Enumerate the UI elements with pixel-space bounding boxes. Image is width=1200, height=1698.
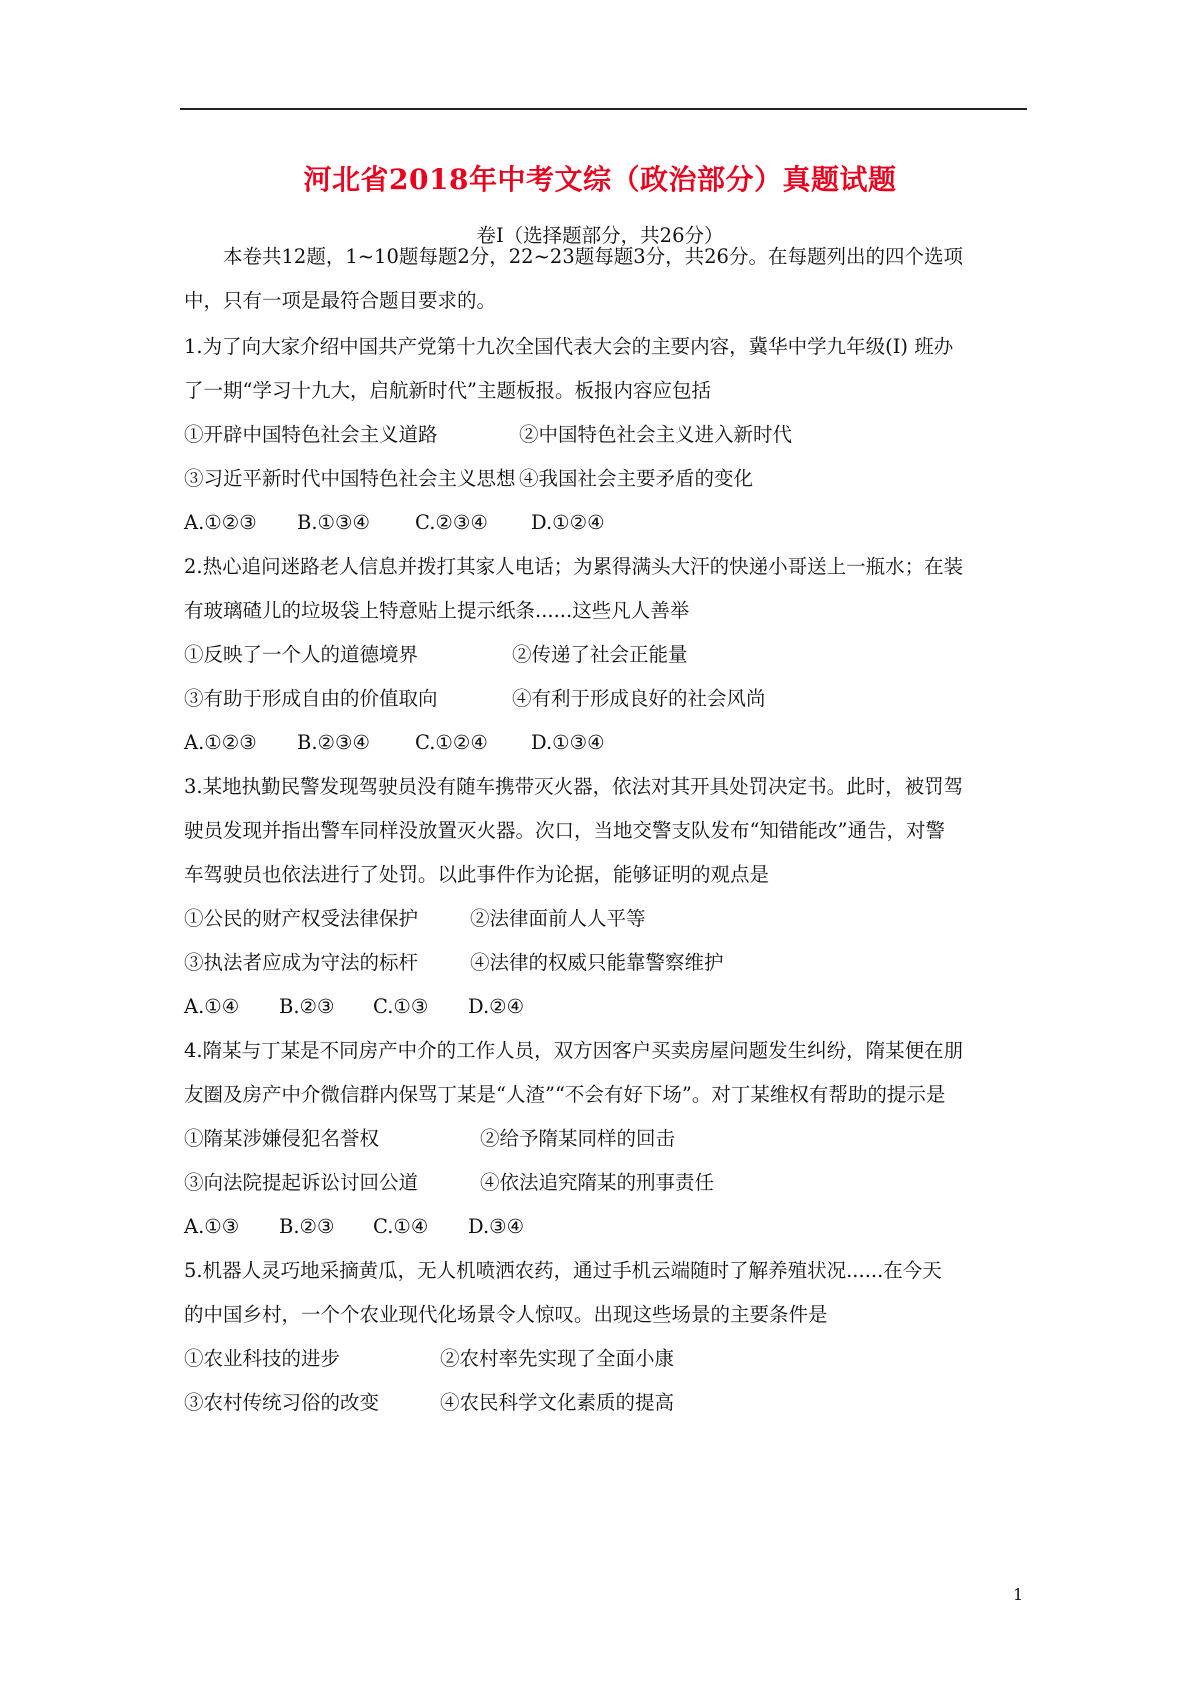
q2-choice-c: C.①②④: [415, 731, 488, 754]
q1-choice-a: A.①②③: [184, 511, 257, 534]
q1-choice-b: B.①③④: [297, 511, 370, 534]
q1-choice-d: D.①②④: [531, 511, 605, 534]
q5-statement-4: ④农民科学文化素质的提高: [440, 1391, 675, 1414]
q1-statement-2: ②中国特色社会主义进入新时代: [519, 423, 793, 446]
q3-statement-4: ④法律的权威只能靠警察维护: [470, 951, 724, 974]
q3-statement-3: ③执法者应成为守法的标杆: [184, 951, 419, 974]
q4-stem-line-2: 友圈及房产中介微信群内保骂丁某是“人渣”“不会有好下场”。对丁某维权有帮助的提示是: [184, 1083, 946, 1106]
q4-stem-line-1: 4.隋某与丁某是不同房产中介的工作人员，双方因客户买卖房屋问题发生纠纷，隋某便在朋: [184, 1039, 964, 1062]
q3-stem-line-1: 3.某地执勤民警发现驾驶员没有随车携带灭火器，依法对其开具处罚决定书。此时，被罚驾: [184, 775, 964, 798]
q2-stem-line-2: 有玻璃碴儿的垃圾袋上特意贴上提示纸条......这些凡人善举: [184, 599, 690, 622]
q2-statement-1: ①反映了一个人的道德境界: [184, 643, 419, 666]
q2-statement-3: ③有助于形成自由的价值取向: [184, 687, 438, 710]
q4-statement-4: ④依法追究隋某的刑事责任: [480, 1171, 715, 1194]
q2-statement-2: ②传递了社会正能量: [512, 643, 688, 666]
q2-choice-a: A.①②③: [184, 731, 257, 754]
q5-statement-3: ③农村传统习俗的改变: [184, 1391, 380, 1414]
q5-statement-2: ②农村率先实现了全面小康: [440, 1347, 675, 1370]
q3-choice-b: B.②③: [279, 995, 335, 1018]
page-number: 1: [1013, 1585, 1024, 1604]
q1-stem-line-1: 1.为了向大家介绍中国共产党第十九次全国代表大会的主要内容，冀华中学九年级(I) 班办: [184, 335, 954, 358]
instructions-line-2: 中，只有一项是最符合题目要求的。: [184, 289, 497, 312]
q1-statement-3: ③习近平新时代中国特色社会主义思想: [184, 467, 516, 490]
q5-stem-line-1: 5.机器人灵巧地采摘黄瓜，无人机喷洒农药，通过手机云端随时了解养殖状况......在今天: [184, 1259, 942, 1282]
q3-stem-line-2: 驶员发现并指出警车同样没放置灭火器。次口，当地交警支队发布“知错能改”通告，对警: [184, 819, 945, 842]
q1-choice-c: C.②③④: [415, 511, 488, 534]
q3-choice-d: D.②④: [468, 995, 525, 1018]
q3-stem-line-3: 车驾驶员也依法进行了处罚。以此事件作为论据，能够证明的观点是: [184, 863, 770, 886]
q1-statement-1: ①开辟中国特色社会主义道路: [184, 423, 438, 446]
q4-statement-1: ①隋某涉嫌侵犯名誉权: [184, 1127, 380, 1150]
q3-choice-c: C.①③: [373, 995, 429, 1018]
q4-choice-a: A.①③: [184, 1215, 240, 1238]
q5-statement-1: ①农业科技的进步: [184, 1347, 341, 1370]
header-rule: [180, 108, 1027, 110]
q4-choice-c: C.①④: [373, 1215, 429, 1238]
section-subtitle: 卷Ⅰ（选择题部分，共26分）: [476, 224, 724, 247]
q5-stem-line-2: 的中国乡村，一个个农业现代化场景令人惊叹。出现这些场景的主要条件是: [184, 1303, 828, 1326]
q4-choice-d: D.③④: [468, 1215, 525, 1238]
q3-choice-a: A.①④: [184, 995, 240, 1018]
q1-stem-line-2: 了一期“学习十九大，启航新时代”主题板报。板报内容应包括: [184, 379, 711, 402]
q2-choice-d: D.①③④: [531, 731, 605, 754]
instructions-line-1: 本卷共12题，1~10题每题2分，22~23题每题3分，共26分。在每题列出的四个选项: [223, 245, 963, 268]
q2-choice-b: B.②③④: [297, 731, 370, 754]
q1-statement-4: ④我国社会主要矛盾的变化: [519, 467, 754, 490]
q2-statement-4: ④有利于形成良好的社会风尚: [512, 687, 766, 710]
document-title: 河北省2018年中考文综（政治部分）真题试题: [303, 163, 897, 196]
q4-statement-3: ③向法院提起诉讼讨回公道: [184, 1171, 419, 1194]
q3-statement-1: ①公民的财产权受法律保护: [184, 907, 419, 930]
q2-stem-line-1: 2.热心追问迷路老人信息并拨打其家人电话；为累得满头大汗的快递小哥送上一瓶水；在装: [184, 555, 964, 578]
q4-statement-2: ②给予隋某同样的回击: [480, 1127, 676, 1150]
q3-statement-2: ②法律面前人人平等: [470, 907, 646, 930]
q4-choice-b: B.②③: [279, 1215, 335, 1238]
